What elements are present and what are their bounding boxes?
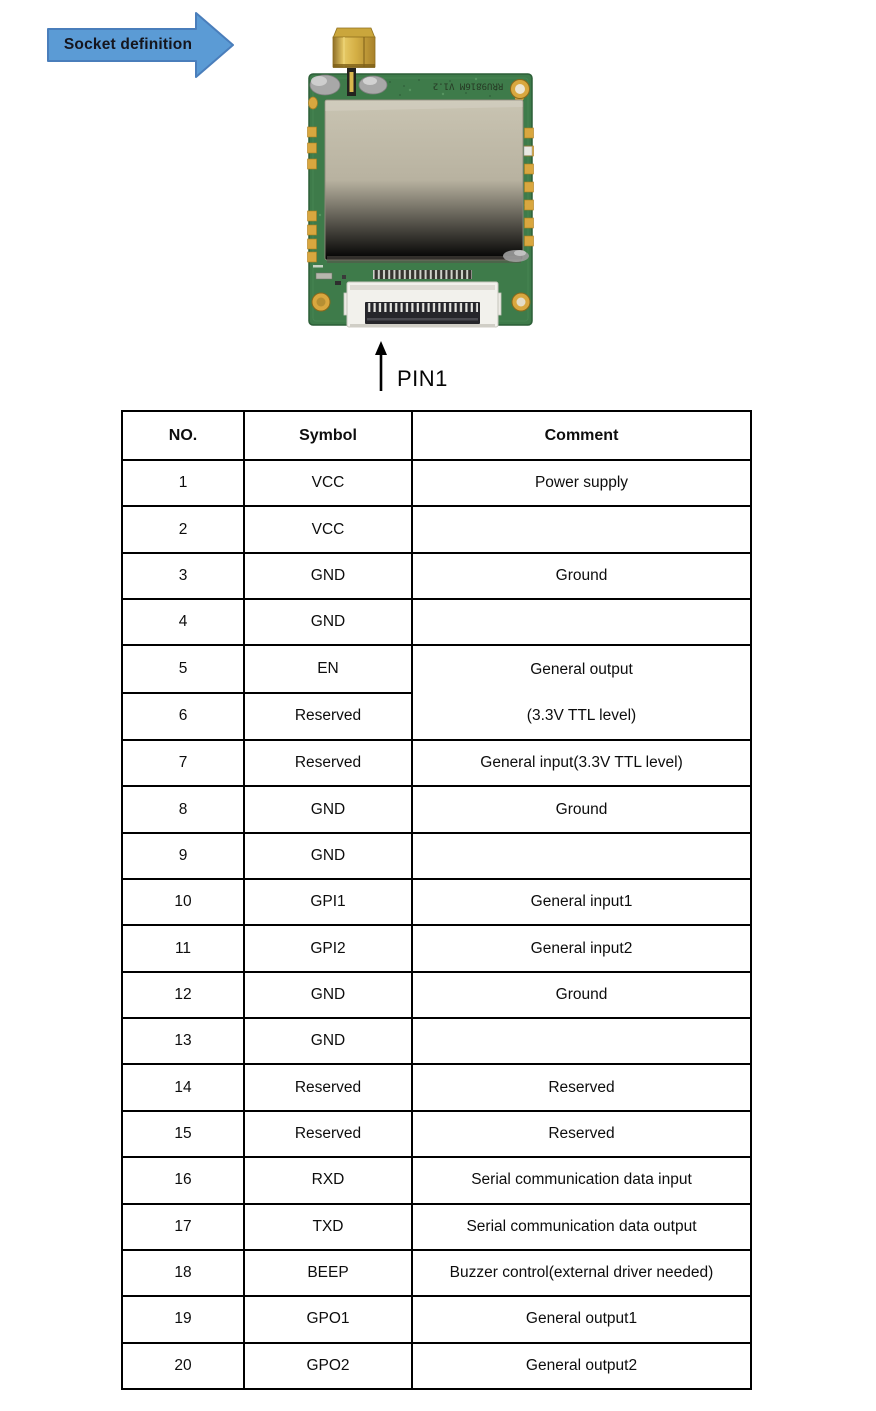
cell-symbol: GND (244, 553, 412, 599)
cell-comment: Buzzer control(external driver needed) (412, 1250, 751, 1296)
cell-symbol: VCC (244, 460, 412, 506)
cell-no: 17 (122, 1204, 244, 1250)
cell-no: 15 (122, 1111, 244, 1157)
cell-comment: General output1 (412, 1296, 751, 1342)
cell-symbol: Reserved (244, 1064, 412, 1110)
socket-definition-banner (47, 12, 235, 78)
cell-no: 8 (122, 786, 244, 832)
cell-comment (412, 833, 751, 879)
edge-component (524, 147, 532, 156)
table-row (122, 460, 751, 506)
cell-comment: Ground (412, 553, 751, 599)
table-row (122, 1296, 751, 1342)
cell-no: 7 (122, 740, 244, 786)
cell-symbol: Reserved (244, 1111, 412, 1157)
cell-no: 14 (122, 1064, 244, 1110)
cell-symbol: GND (244, 786, 412, 832)
cell-comment-merged (412, 645, 751, 740)
cell-no: 1 (122, 460, 244, 506)
table-row (122, 972, 751, 1018)
table-row (122, 740, 751, 786)
cell-comment: Ground (412, 786, 751, 832)
table-row (122, 1204, 751, 1250)
header-no: NO. (122, 411, 244, 460)
header-symbol: Symbol (244, 411, 412, 460)
cell-no: 18 (122, 1250, 244, 1296)
cell-no: 20 (122, 1343, 244, 1389)
cell-comment: General input(3.3V TTL level) (412, 740, 751, 786)
cell-symbol: Reserved (244, 693, 412, 740)
cell-symbol: GND (244, 599, 412, 645)
cell-no: 10 (122, 879, 244, 925)
cell-no: 6 (122, 693, 244, 740)
cell-no: 11 (122, 925, 244, 971)
cell-comment: General input2 (412, 925, 751, 971)
cell-symbol: GPO2 (244, 1343, 412, 1389)
cell-symbol: EN (244, 645, 412, 692)
banner-label: Socket definition (63, 36, 193, 53)
cell-symbol: GND (244, 1018, 412, 1064)
cell-no: 5 (122, 645, 244, 692)
cell-comment: General input1 (412, 879, 751, 925)
table-row (122, 645, 751, 692)
cell-comment: Serial communication data input (412, 1157, 751, 1203)
cell-no: 2 (122, 506, 244, 552)
cell-symbol: TXD (244, 1204, 412, 1250)
cell-comment: General output2 (412, 1343, 751, 1389)
cell-no: 13 (122, 1018, 244, 1064)
table-row (122, 833, 751, 879)
table-header-row (122, 411, 751, 460)
cell-no: 12 (122, 972, 244, 1018)
table-row (122, 925, 751, 971)
table-row (122, 879, 751, 925)
ffc-connector-icon (344, 282, 501, 328)
cell-symbol: GND (244, 972, 412, 1018)
cell-comment: Ground (412, 972, 751, 1018)
cell-comment: Reserved (412, 1111, 751, 1157)
merged-comment-line1: General output (530, 660, 633, 678)
cell-comment (412, 1018, 751, 1064)
pcb-module-photo (280, 15, 580, 345)
cell-no: 19 (122, 1296, 244, 1342)
table-row (122, 1064, 751, 1110)
table-row (122, 1157, 751, 1203)
cell-no: 4 (122, 599, 244, 645)
cell-symbol: BEEP (244, 1250, 412, 1296)
silkscreen-text: RRU9816M V1.2 (432, 80, 504, 91)
pin-definition-table (121, 410, 752, 1390)
cell-symbol: GND (244, 833, 412, 879)
table-row (122, 1111, 751, 1157)
table-row (122, 553, 751, 599)
rf-shield (325, 100, 529, 263)
table-row (122, 1018, 751, 1064)
cell-symbol: RXD (244, 1157, 412, 1203)
cell-symbol: GPO1 (244, 1296, 412, 1342)
cell-no: 3 (122, 553, 244, 599)
cell-no: 9 (122, 833, 244, 879)
cell-symbol: Reserved (244, 740, 412, 786)
table-row (122, 1343, 751, 1389)
pin1-arrow-icon (368, 341, 394, 393)
cell-no: 16 (122, 1157, 244, 1203)
cell-comment: Serial communication data output (412, 1204, 751, 1250)
cell-comment (412, 506, 751, 552)
cell-symbol: GPI1 (244, 879, 412, 925)
table-row (122, 599, 751, 645)
contact-pin-row (373, 270, 472, 279)
cell-symbol: GPI2 (244, 925, 412, 971)
cell-comment: Reserved (412, 1064, 751, 1110)
header-comment: Comment (412, 411, 751, 460)
table-row (122, 1250, 751, 1296)
cell-symbol: VCC (244, 506, 412, 552)
table-row (122, 506, 751, 552)
cell-comment: Power supply (412, 460, 751, 506)
pin1-label: PIN1 (397, 366, 448, 391)
merged-comment-line2: (3.3V TTL level) (526, 706, 637, 724)
cell-comment (412, 599, 751, 645)
table-row (122, 786, 751, 832)
